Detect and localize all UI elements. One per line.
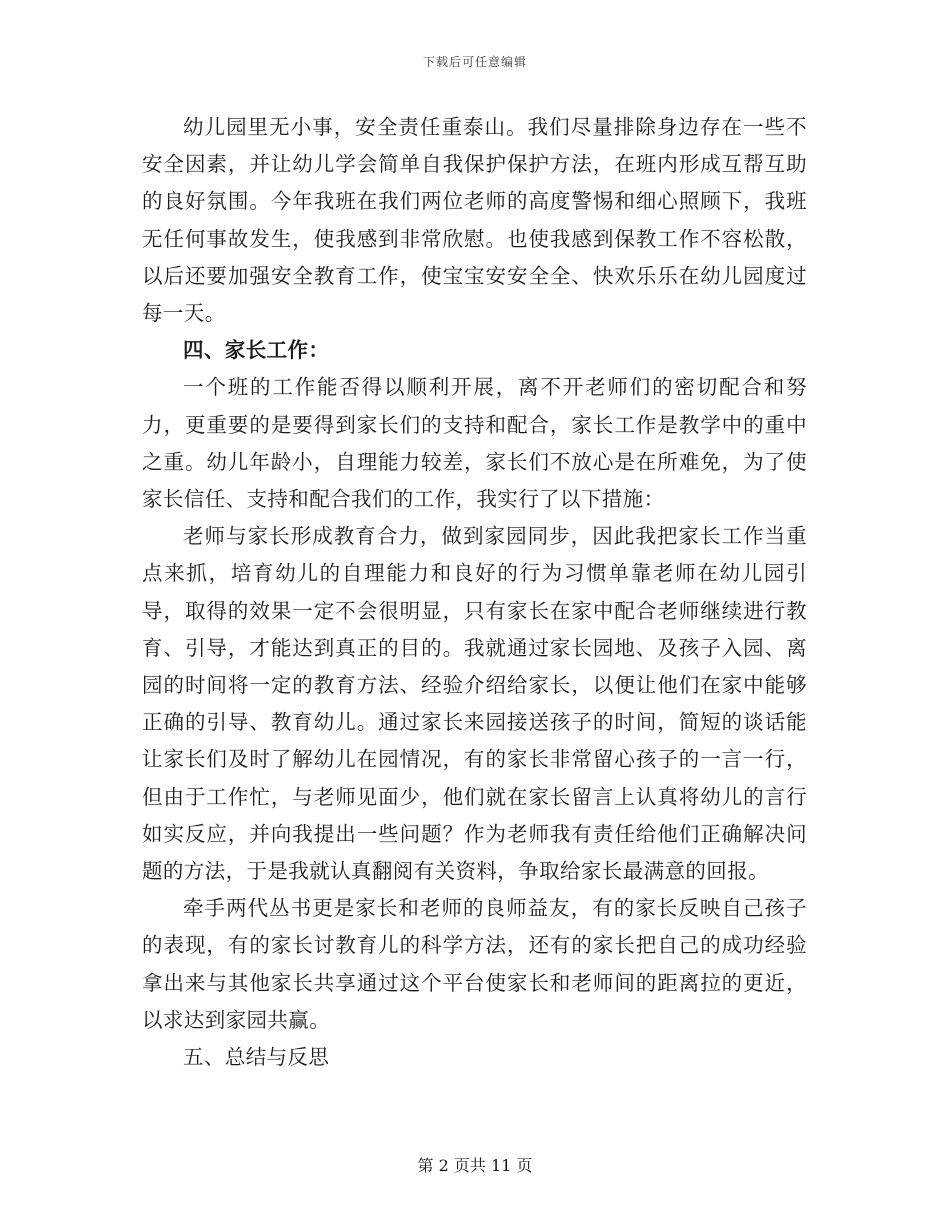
header-note: 下载后可任意编辑	[422, 55, 527, 69]
page-number: 第 2 页共 11 页	[417, 1156, 533, 1175]
paragraph-safety: 幼儿园里无小事，安全责任重泰山。我们尽量排除身边存在一些不安全因素，并让幼儿学会简单自我保护保护方法，在班内形成互帮互助的良好氛围。今年我班在我们两位老师的高度警惕和细心照顾下，我班无任何事故发生，使我感到非常欣慰。也使我感到保教工作不容松散，以后还要加强安全教育工作，使宝宝安安全全、快欢乐乐在幼儿园度过每一天。	[142, 115, 807, 326]
document-body	[142, 109, 807, 1076]
section-heading-summary: 五、总结与反思	[183, 1045, 330, 1070]
section-heading-parent-work: 四、家长工作：	[183, 338, 330, 363]
paragraph-book-series: 牵手两代丛书更是家长和老师的良师益友，有的家长反映自己孩子的表现，有的家长讨教育儿的科学方法，还有的家长把自己的成功经验拿出来与其他家长共享通过这个平台使家长和老师间的距离拉的更近，以求达到家园共赢。	[142, 896, 807, 1032]
paragraph-parent-cooperation: 一个班的工作能否得以顺利开展，离不开老师们的密切配合和努力，更重要的是要得到家长们的支持和配合，家长工作是教学中的重中之重。幼儿年龄小，自理能力较差，家长们不放心是在所难免，为了使家长信任、支持和配合我们的工作，我实行了以下措施：	[142, 375, 807, 512]
paragraph-home-school-sync: 老师与家长形成教育合力，做到家园同步，因此我把家长工作当重点来抓，培育幼儿的自理能力和良好的行为习惯单靠老师在幼儿园引导，取得的效果一定不会很明显，只有家长在家中配合老师继续进行教育、引导，才能达到真正的目的。我就通过家长园地、及孩子入园、离园的时间将一定的教育方法、经验介绍给家长，以便让他们在家中能够正确的引导、教育幼儿。通过家长来园接送孩子的时间，简短的谈话能让家长们及时了解幼儿在园情况，有的家长非常留心孩子的一言一行，但由于工作忙，与老师见面少，他们就在家长留言上认真将幼儿的言行如实反应，并向我提出一些问题？作为老师我有责任给他们正确解决问题的方法，于是我就认真翻阅有关资料，争取给家长最满意的回报。	[142, 524, 807, 884]
